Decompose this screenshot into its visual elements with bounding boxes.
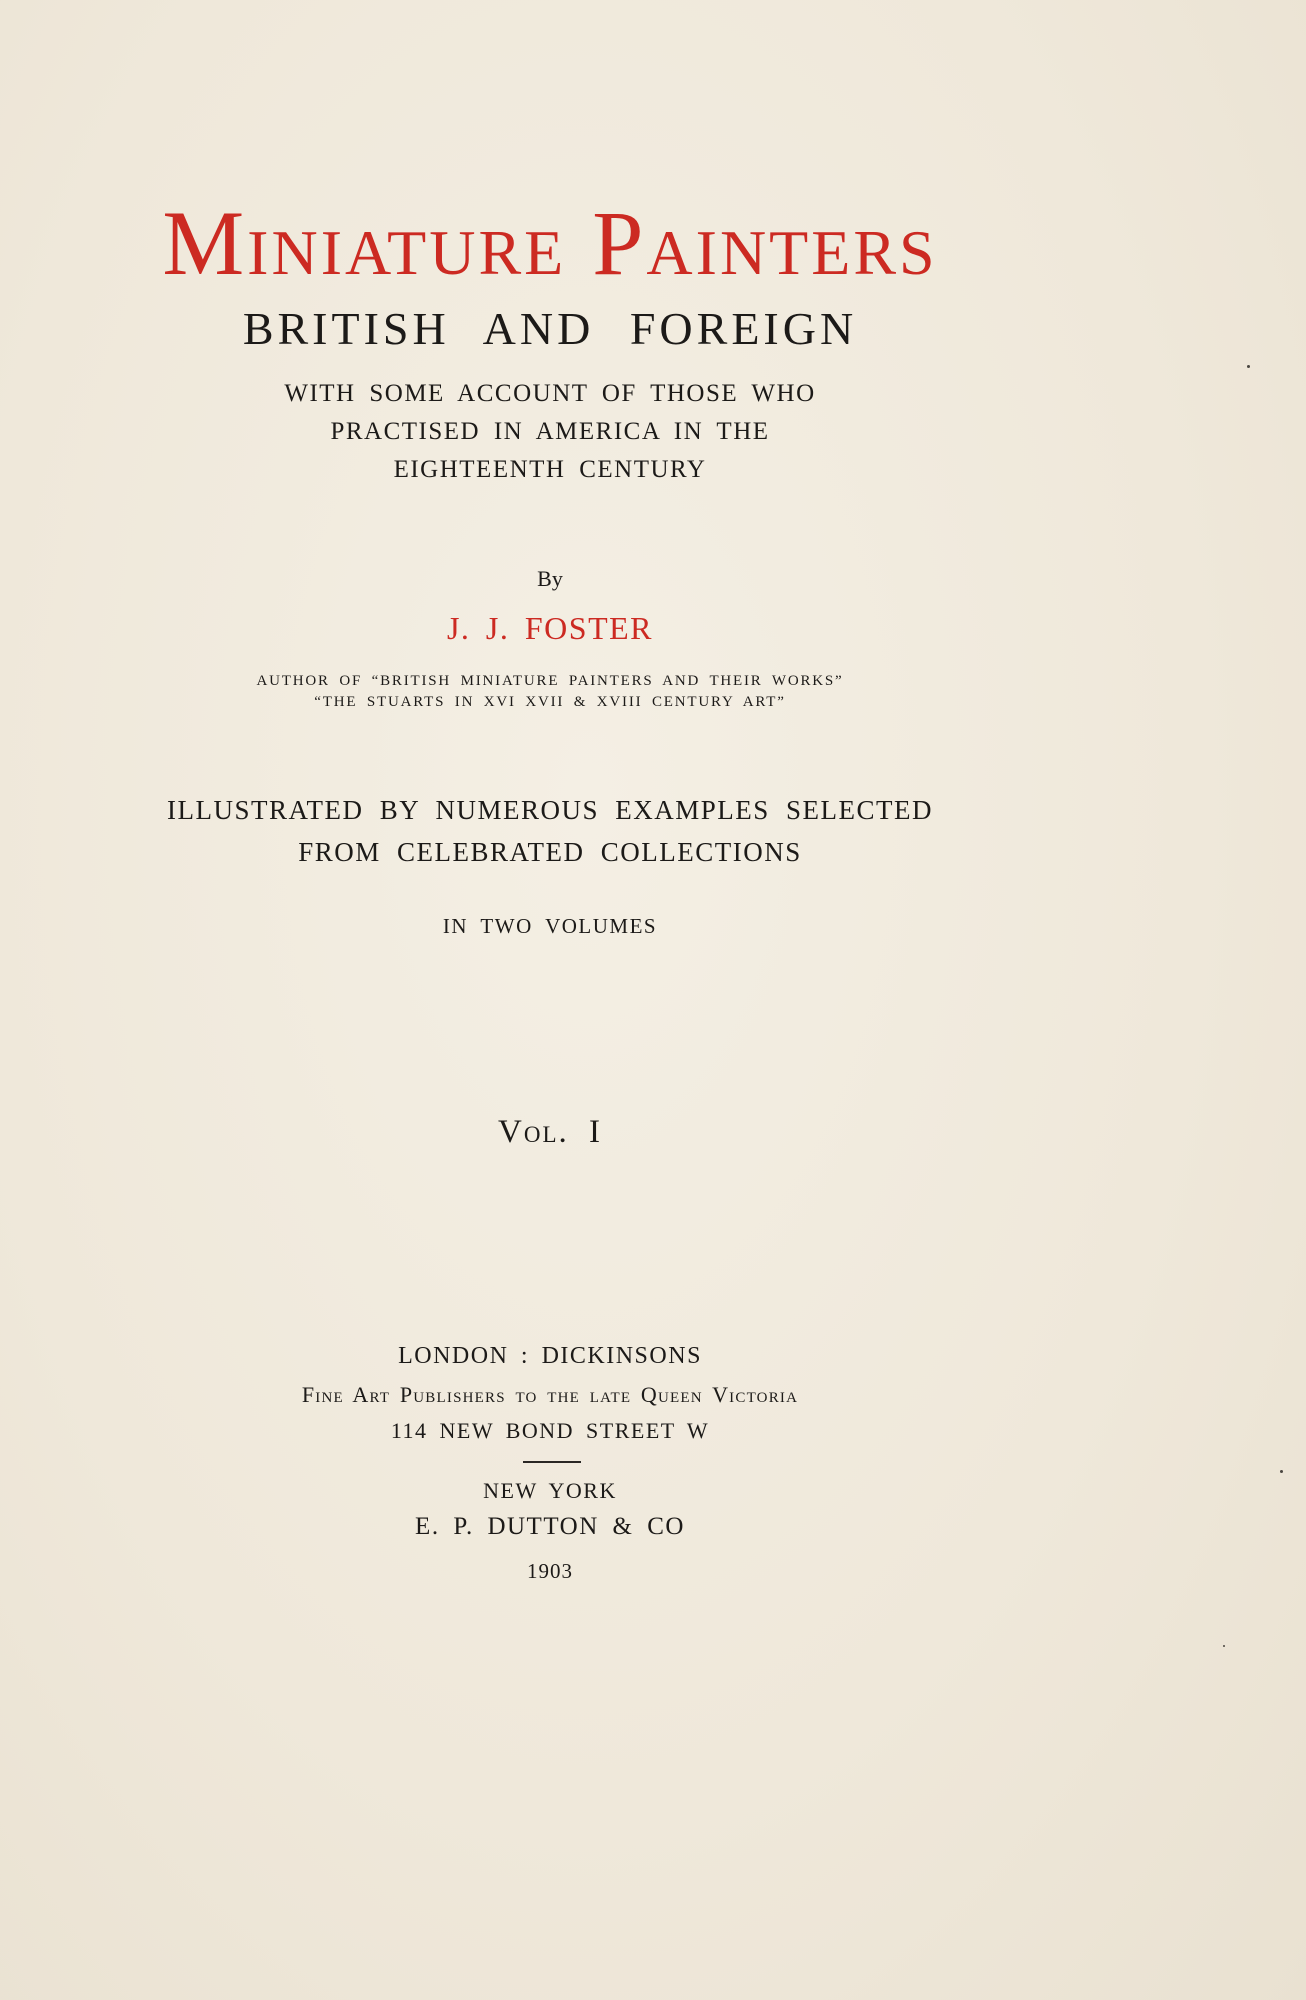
author-credit: AUTHOR OF “BRITISH MINIATURE PAINTERS AND THEIR WORKS” xyxy=(256,673,844,689)
imprint-street: 114 NEW BOND STREET W xyxy=(390,1418,710,1443)
volumes-note: IN TWO VOLUMES xyxy=(442,914,658,938)
by-label: By xyxy=(537,566,563,591)
account-line: WITH SOME ACCOUNT OF THOSE WHO xyxy=(284,380,816,407)
imprint-year: 1903 xyxy=(527,1559,573,1583)
imprint-london: LONDON : DICKINSONS xyxy=(398,1343,702,1369)
author-name: J. J. FOSTER xyxy=(446,610,654,646)
paper-speck xyxy=(1280,1470,1283,1473)
illustrated-line: FROM CELEBRATED COLLECTIONS xyxy=(298,837,802,867)
account-line: PRACTISED IN AMERICA IN THE xyxy=(330,418,770,445)
imprint-us-publisher: E. P. DUTTON & CO xyxy=(415,1513,685,1540)
account-line: EIGHTEENTH CENTURY xyxy=(393,456,707,483)
paper-speck xyxy=(1223,1645,1225,1647)
author-credit: “THE STUARTS IN XVI XVII & XVIII CENTURY ART” xyxy=(314,694,786,710)
volume-number: Vol. I xyxy=(498,1114,602,1150)
imprint-publisher-line: Fine Art Publishers to the late Queen Victoria xyxy=(301,1382,799,1407)
book-title: Miniature Painters xyxy=(162,192,938,294)
imprint-new-york: NEW YORK xyxy=(483,1478,617,1503)
paper-speck xyxy=(1247,365,1250,368)
imprint-divider xyxy=(523,1461,581,1463)
illustrated-line: ILLUSTRATED BY NUMEROUS EXAMPLES SELECTED xyxy=(166,795,933,825)
book-subtitle: BRITISH AND FOREIGN xyxy=(242,303,858,354)
